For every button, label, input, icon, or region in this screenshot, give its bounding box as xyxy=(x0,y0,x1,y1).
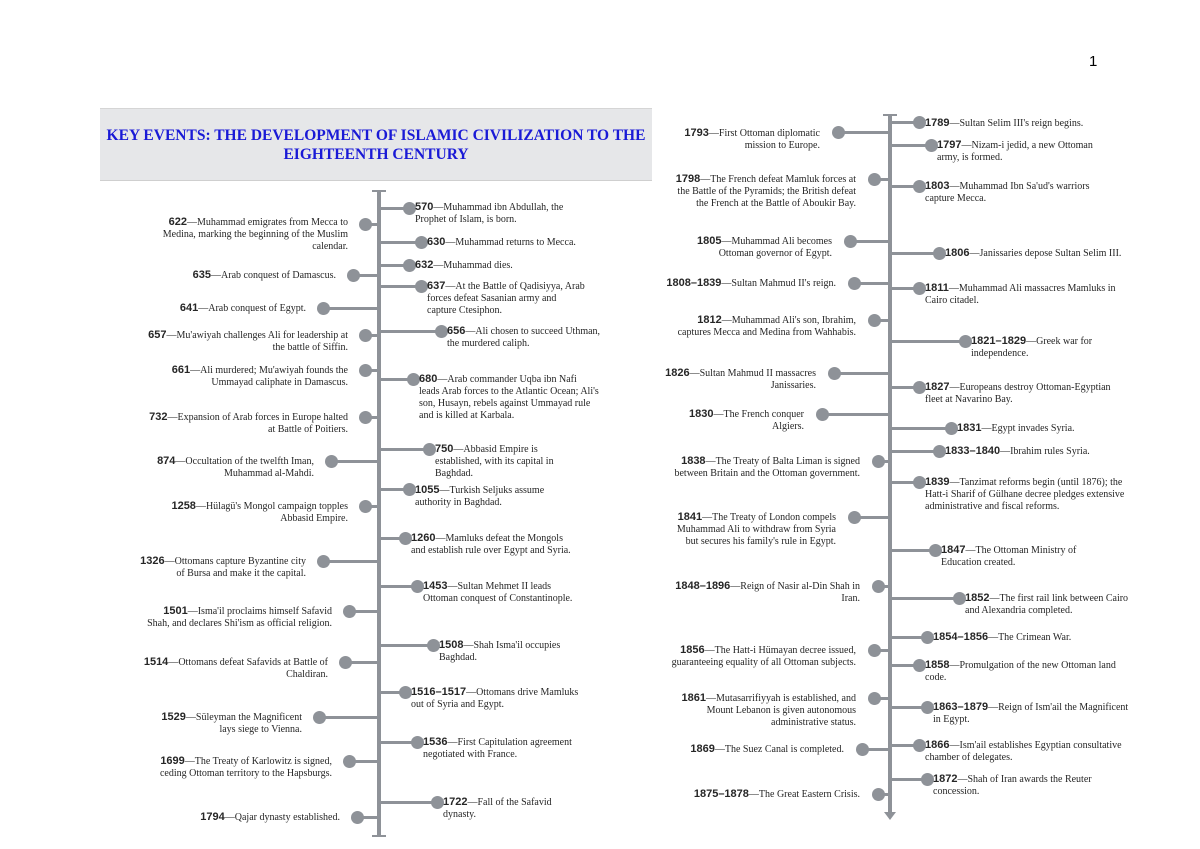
event-description: —The Treaty of London compels Muhammad Ali to withdraw from Syria but secures his family's rule in Egypt. xyxy=(676,512,836,547)
event-marker xyxy=(339,656,352,669)
event-description: —The Treaty of Karlowitz is signed, ceding Ottoman territory to the Hapsburgs. xyxy=(159,756,332,779)
event-year: 1826 xyxy=(665,367,690,379)
event-description: —Muhammad Ibn Sa'ud's warriors capture Mecca. xyxy=(925,181,1090,204)
event-connector xyxy=(324,560,380,563)
timeline-event xyxy=(665,743,844,756)
event-year: 1805 xyxy=(696,235,722,247)
event-description: —Fall of the Safavid dynasty. xyxy=(443,797,552,820)
event-description: —Egypt invades Syria. xyxy=(981,423,1075,434)
event-description: —Sultan Mehmet II leads Ottoman conquest of Constantinople. xyxy=(423,581,573,604)
event-year: 632 xyxy=(415,259,434,271)
event-marker xyxy=(872,788,885,801)
event-marker xyxy=(343,605,356,618)
event-description: —Ibrahim rules Syria. xyxy=(1000,446,1090,457)
axis-bottom-cap xyxy=(372,835,386,837)
event-description: —Ism'ail establishes Egyptian consultative chamber of delegates. xyxy=(925,740,1122,763)
event-marker xyxy=(359,411,372,424)
timeline-event xyxy=(925,282,1125,307)
timeline-event xyxy=(140,555,306,580)
event-year: 661 xyxy=(171,364,191,376)
event-marker xyxy=(868,644,881,657)
event-description: —Ali murdered; Mu'awiyah founds the Ummayad caliphate in Damascus. xyxy=(190,365,348,388)
event-description: —The Ottoman Ministry of Education created. xyxy=(941,545,1077,568)
event-year: 1793 xyxy=(684,127,709,139)
event-description: —Turkish Seljuks assume authority in Baghdad. xyxy=(415,485,545,508)
timeline-event xyxy=(665,644,856,669)
event-marker xyxy=(872,580,885,593)
event-year: 637 xyxy=(427,280,446,292)
event-year: 1260 xyxy=(411,532,436,544)
timeline-event xyxy=(925,180,1110,205)
event-connector xyxy=(823,413,891,416)
timeline-panel-left xyxy=(100,108,652,849)
event-marker xyxy=(347,269,360,282)
timeline-event xyxy=(665,235,832,260)
timeline-event xyxy=(140,411,348,436)
event-year: 656 xyxy=(447,325,466,337)
event-year: 1258 xyxy=(171,500,196,512)
event-marker xyxy=(359,500,372,513)
event-description: —Tanzimat reforms begin (until 1876); the Hatt-i Sharif of Gülhane decree pledges extensive administrative and fiscal reforms. xyxy=(925,477,1125,512)
event-year: 635 xyxy=(192,269,212,281)
event-year: 1841 xyxy=(677,511,703,523)
event-year: 1875–1878 xyxy=(693,788,749,800)
event-year: 1866 xyxy=(925,739,950,751)
event-description: —Mamluks defeat the Mongols and establish rule over Egypt and Syria. xyxy=(411,533,571,556)
event-marker xyxy=(313,711,326,724)
event-description: —Shah of Iran awards the Reuter concession. xyxy=(933,774,1092,797)
event-year: 1821–1829 xyxy=(971,335,1027,347)
timeline-event xyxy=(439,639,589,664)
title-band xyxy=(100,108,652,181)
timeline-event xyxy=(933,773,1133,798)
event-description: —Janissaries depose Sultan Selim III. xyxy=(969,248,1122,259)
event-description: —Arab conquest of Egypt. xyxy=(198,303,306,314)
event-connector xyxy=(324,307,380,310)
timeline-event xyxy=(925,117,1135,130)
timeline-event xyxy=(665,408,804,433)
event-description: —Muhammad Ali massacres Mamluks in Cairo citadel. xyxy=(925,283,1116,306)
event-description: —The first rail link between Cairo and Alexandria completed. xyxy=(965,593,1129,616)
event-year: 657 xyxy=(148,329,167,341)
event-connector xyxy=(320,716,380,719)
event-description: —Muhammad emigrates from Mecca to Medina, marking the beginning of the Muslim calendar. xyxy=(162,217,348,252)
timeline-event xyxy=(419,373,599,422)
event-description: —Arab commander Uqba ibn Nafi leads Arab forces to the Atlantic Ocean; Ali's son, Husayn, rebels against Ummayad rule and is killed at Karbala. xyxy=(419,374,599,421)
event-marker xyxy=(856,743,869,756)
timeline-event xyxy=(411,532,576,557)
event-description: —The Great Eastern Crisis. xyxy=(748,789,860,800)
event-description: —Muhammad Ali's son, Ibrahim, captures Mecca and Medina from Wahhabis. xyxy=(677,315,856,338)
timeline-event xyxy=(423,580,573,605)
event-connector xyxy=(890,597,960,600)
timeline-event xyxy=(925,739,1130,764)
timeline-event xyxy=(140,364,348,389)
event-marker xyxy=(359,218,372,231)
event-marker xyxy=(844,235,857,248)
timeline-event xyxy=(665,455,860,480)
event-year: 1516–1517 xyxy=(411,686,467,698)
event-marker xyxy=(317,555,330,568)
event-description: —Ali chosen to succeed Uthman, the murdered caliph. xyxy=(447,326,601,349)
event-marker xyxy=(351,811,364,824)
timeline-event xyxy=(665,788,860,801)
page-number: 1 xyxy=(1089,53,1098,70)
event-year: 1453 xyxy=(423,580,448,592)
event-year: 1856 xyxy=(680,644,705,656)
event-description: —Muhammad Ali becomes Ottoman governor of Egypt. xyxy=(718,236,832,259)
event-year: 1847 xyxy=(941,544,966,556)
timeline-event xyxy=(427,280,587,317)
event-year: 1699 xyxy=(160,755,185,767)
event-marker xyxy=(868,314,881,327)
timeline-event xyxy=(933,631,1133,644)
event-description: —Greek war for independence. xyxy=(971,336,1093,359)
timeline-event xyxy=(160,711,302,736)
event-marker xyxy=(828,367,841,380)
timeline-event xyxy=(415,259,575,272)
event-year: 1838 xyxy=(681,455,706,467)
event-year: 680 xyxy=(419,373,438,385)
event-year: 1789 xyxy=(925,117,950,129)
timeline-event xyxy=(945,247,1125,260)
event-year: 1830 xyxy=(688,408,714,420)
event-connector xyxy=(890,340,966,343)
timeline-event xyxy=(140,329,348,354)
event-year: 1827 xyxy=(925,381,950,393)
event-description: —First Ottoman diplomatic mission to Europe. xyxy=(708,128,820,151)
event-year: 1803 xyxy=(925,180,950,192)
timeline-event xyxy=(945,445,1135,458)
event-year: 1854–1856 xyxy=(933,631,989,643)
event-connector xyxy=(379,448,430,451)
timeline-event xyxy=(937,139,1112,164)
event-description: —Muhammad dies. xyxy=(433,260,513,271)
event-description: —Reign of Ism'ail the Magnificent in Egypt. xyxy=(933,702,1129,725)
event-year: 1811 xyxy=(925,282,949,294)
axis-arrow-icon xyxy=(884,812,896,820)
timeline-event xyxy=(415,201,585,226)
timeline-event xyxy=(140,216,348,253)
event-year: 1858 xyxy=(925,659,950,671)
event-year: 1536 xyxy=(423,736,448,748)
timeline-event xyxy=(925,659,1120,684)
timeline-event xyxy=(140,455,314,480)
event-description: —The French defeat Mamluk forces at the Battle of the Pyramids; the British defeat the French at the Battle of Aboukir Bay. xyxy=(677,174,856,209)
timeline-event xyxy=(140,605,332,630)
event-year: 1798 xyxy=(675,173,701,185)
event-year: 1872 xyxy=(933,773,958,785)
event-year: 1722 xyxy=(443,796,468,808)
event-description: —Sultan Selim III's reign begins. xyxy=(949,118,1084,129)
timeline-event xyxy=(140,811,340,824)
event-description: —The Suez Canal is completed. xyxy=(714,744,844,755)
event-connector xyxy=(379,330,442,333)
event-marker xyxy=(832,126,845,139)
event-description: —First Capitulation agreement negotiated with France. xyxy=(423,737,572,760)
event-year: 874 xyxy=(157,455,176,467)
event-year: 641 xyxy=(179,302,199,314)
event-description: —Hülagü's Mongol campaign topples Abbasid Empire. xyxy=(195,501,348,524)
event-description: —Isma'il proclaims himself Safavid Shah, and declares Shi'ism as official religion. xyxy=(147,606,332,629)
event-description: —Muhammad returns to Mecca. xyxy=(445,237,576,248)
event-marker xyxy=(816,408,829,421)
event-marker xyxy=(343,755,356,768)
timeline-title: KEY EVENTS: THE DEVELOPMENT OF ISLAMIC CIVILIZATION TO THE EIGHTEENTH CENTURY xyxy=(106,127,646,163)
event-marker xyxy=(868,692,881,705)
event-description: —Expansion of Arab forces in Europe halted at Battle of Poitiers. xyxy=(167,412,348,435)
event-description: —Süleyman the Magnificent lays siege to Vienna. xyxy=(185,712,302,735)
event-description: —Sultan Mahmud II massacres Janissaries. xyxy=(689,368,816,391)
timeline-event xyxy=(925,476,1135,513)
event-marker xyxy=(325,455,338,468)
event-connector xyxy=(835,372,891,375)
event-year: 1806 xyxy=(945,247,970,259)
timeline-event xyxy=(665,277,836,290)
event-description: —Mutasarrifiyyah is established, and Mount Lebanon is given autonomous administrative status. xyxy=(706,693,856,728)
timeline-event xyxy=(411,686,591,711)
timeline-event xyxy=(415,484,575,509)
event-description: —The French conquer Algiers. xyxy=(713,409,804,432)
event-connector xyxy=(839,131,891,134)
event-description: —At the Battle of Qadisiyya, Arab forces defeat Sasanian army and capture Ctesiphon. xyxy=(427,281,585,316)
timeline-event xyxy=(665,173,856,210)
event-marker xyxy=(848,277,861,290)
timeline-event xyxy=(933,701,1133,726)
timeline-event xyxy=(427,236,627,249)
event-year: 1831 xyxy=(957,422,982,434)
event-description: —The Treaty of Balta Liman is signed between Britain and the Ottoman government. xyxy=(674,456,860,479)
event-description: —Occultation of the twelfth Iman, Muhammad al-Mahdi. xyxy=(175,456,314,479)
event-year: 1794 xyxy=(200,811,225,823)
event-year: 622 xyxy=(168,216,187,228)
timeline-event xyxy=(140,269,336,282)
event-year: 732 xyxy=(149,411,168,423)
event-description: —Promulgation of the new Ottoman land code. xyxy=(925,660,1116,683)
event-connector xyxy=(379,644,434,647)
timeline-event xyxy=(443,796,563,821)
event-marker xyxy=(872,455,885,468)
timeline-event xyxy=(965,592,1140,617)
event-year: 570 xyxy=(415,201,434,213)
event-year: 1869 xyxy=(690,743,715,755)
timeline-event xyxy=(140,500,348,525)
event-description: —Muhammad ibn Abdullah, the Prophet of Islam, is born. xyxy=(415,202,564,225)
event-marker xyxy=(359,364,372,377)
event-description: —Arab conquest of Damascus. xyxy=(211,270,336,281)
timeline-panel-right xyxy=(665,100,1182,826)
event-year: 1529 xyxy=(161,711,186,723)
event-description: —Abbasid Empire is established, with its capital in Baghdad. xyxy=(435,444,554,479)
timeline-event xyxy=(665,367,816,392)
event-description: —Ottomans capture Byzantine city of Bursa and make it the capital. xyxy=(164,556,306,579)
timeline-event xyxy=(665,314,856,339)
event-year: 1863–1879 xyxy=(933,701,989,713)
event-description: —Shah Isma'il occupies Baghdad. xyxy=(439,640,561,663)
event-year: 1839 xyxy=(925,476,950,488)
timeline-event xyxy=(665,580,860,605)
timeline-event xyxy=(447,325,607,350)
timeline-event xyxy=(140,755,332,780)
event-year: 1501 xyxy=(163,605,188,617)
timeline-event xyxy=(140,656,328,681)
event-marker xyxy=(359,329,372,342)
event-description: —Nizam-i jedid, a new Ottoman army, is formed. xyxy=(937,140,1093,163)
event-year: 630 xyxy=(427,236,446,248)
event-marker xyxy=(868,173,881,186)
event-year: 1861 xyxy=(681,692,707,704)
event-connector xyxy=(890,427,952,430)
event-description: —Mu'awiyah challenges Ali for leadership at the battle of Siffin. xyxy=(166,330,348,353)
timeline-event xyxy=(665,511,836,548)
event-description: —Ottomans drive Mamluks out of Syria and Egypt. xyxy=(411,687,579,710)
event-year: 1055 xyxy=(415,484,440,496)
event-year: 1508 xyxy=(439,639,464,651)
event-marker xyxy=(848,511,861,524)
timeline-event xyxy=(665,127,820,152)
timeline-event xyxy=(971,335,1131,360)
event-description: —The Hatt-i Hümayan decree issued, guaranteeing equality of all Ottoman subjects. xyxy=(671,645,856,668)
event-year: 1808–1839 xyxy=(666,277,722,289)
event-description: —Reign of Nasir al-Din Shah in Iran. xyxy=(730,581,860,604)
event-connector xyxy=(379,801,438,804)
event-year: 1797 xyxy=(937,139,962,151)
event-description: —Ottomans defeat Safavids at Battle of Chaldiran. xyxy=(168,657,328,680)
event-description: —Sultan Mahmud II's reign. xyxy=(721,278,836,289)
timeline-event xyxy=(423,736,593,761)
event-year: 1812 xyxy=(697,314,722,326)
timeline-event xyxy=(140,302,306,315)
timeline-event xyxy=(941,544,1106,569)
event-year: 1833–1840 xyxy=(945,445,1001,457)
event-year: 1848–1896 xyxy=(675,580,731,592)
event-year: 1514 xyxy=(143,656,169,668)
event-marker xyxy=(317,302,330,315)
event-description: —The Crimean War. xyxy=(988,632,1072,643)
timeline-event xyxy=(665,692,856,729)
event-year: 1326 xyxy=(140,555,165,567)
event-year: 1852 xyxy=(965,592,990,604)
event-description: —Qajar dynasty established. xyxy=(224,812,340,823)
event-description: —Europeans destroy Ottoman-Egyptian fleet at Navarino Bay. xyxy=(925,382,1111,405)
timeline-event xyxy=(435,443,585,480)
event-connector xyxy=(332,460,380,463)
timeline-event xyxy=(925,381,1130,406)
event-year: 750 xyxy=(435,443,454,455)
timeline-event xyxy=(957,422,1127,435)
